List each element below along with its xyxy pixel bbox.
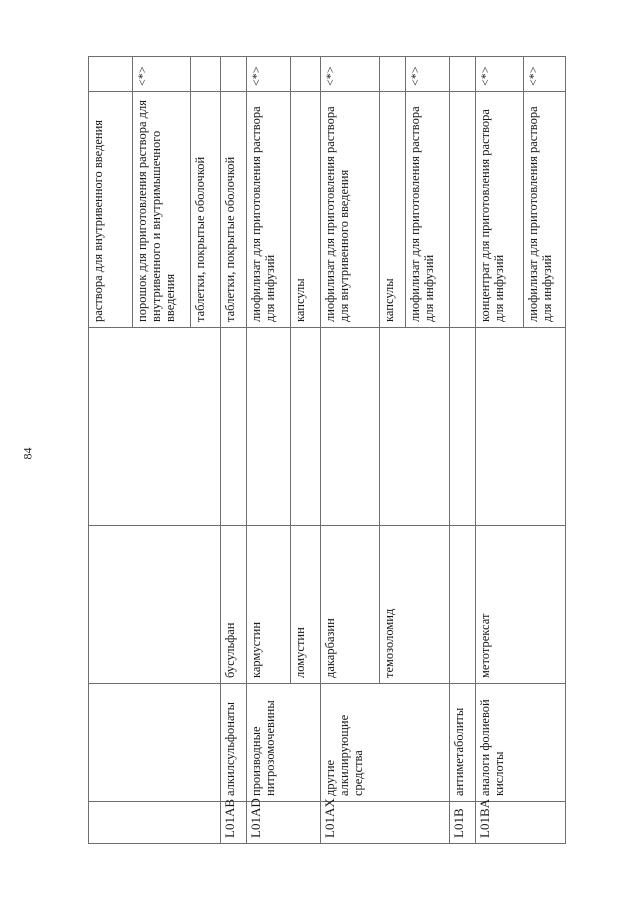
drug-cell xyxy=(449,526,475,684)
mark-cell: <*> xyxy=(321,57,379,92)
mark-cell: <*> xyxy=(133,57,191,92)
drug-cell xyxy=(247,328,291,526)
drug-cell: бусульфан xyxy=(221,526,247,684)
mark-cell xyxy=(379,57,405,92)
drug-cell xyxy=(449,328,475,526)
drug-cell: метотрексат xyxy=(475,526,565,684)
group-cell: алкилсульфонаты xyxy=(221,684,247,802)
form-cell: лиофилизат для приготовления раствора для внутривенного введения xyxy=(321,92,379,328)
form-cell: таблетки, покрытые оболочкой xyxy=(191,92,221,328)
drug-table xyxy=(88,56,566,844)
drug-cell: темозоломид xyxy=(379,526,449,684)
drug-cell: дакарбазин xyxy=(321,526,379,684)
atc-code-cell xyxy=(89,802,221,844)
group-cell: другие алкилирующие средства xyxy=(321,684,449,802)
form-cell: порошок для приготовления раствора для внутривенного и внутримышечного введения xyxy=(133,92,191,328)
group-cell xyxy=(89,684,221,802)
table-row xyxy=(449,57,475,844)
mark-cell xyxy=(221,57,247,92)
form-cell: капсулы xyxy=(291,92,321,328)
drug-cell xyxy=(89,526,221,684)
atc-code-cell: L01AX xyxy=(321,802,449,844)
table-row xyxy=(89,57,133,844)
page-number: 84 xyxy=(20,447,35,460)
drug-cell xyxy=(475,328,565,526)
table-row xyxy=(475,57,523,844)
mark-cell xyxy=(191,57,221,92)
mark-cell xyxy=(449,57,475,92)
atc-code-cell: L01B xyxy=(449,802,475,844)
form-cell: капсулы xyxy=(379,92,405,328)
mark-cell xyxy=(291,57,321,92)
mark-cell: <*> xyxy=(247,57,291,92)
atc-code-cell: L01BA xyxy=(475,802,565,844)
drug-cell xyxy=(89,328,221,526)
drug-cell: кармустин xyxy=(247,526,291,684)
group-cell: производные нитрозомочевины xyxy=(247,684,321,802)
form-cell: концентрат для приготовления раствора для инфузий xyxy=(475,92,523,328)
drug-cell xyxy=(221,328,247,526)
mark-cell: <*> xyxy=(405,57,449,92)
form-cell: лиофилизат для приготовления раствора для инфузий xyxy=(405,92,449,328)
group-cell: антиметаболиты xyxy=(449,684,475,802)
drug-cell xyxy=(379,328,449,526)
drug-cell xyxy=(291,328,321,526)
table-row xyxy=(221,57,247,844)
atc-code-cell: L01AB xyxy=(221,802,247,844)
mark-cell xyxy=(89,57,133,92)
table-row xyxy=(321,57,379,844)
form-cell: лиофилизат для приготовления раствора для инфузий xyxy=(247,92,291,328)
drug-cell xyxy=(321,328,379,526)
atc-code-cell: L01AD xyxy=(247,802,321,844)
form-cell: раствора для внутривенного введения xyxy=(89,92,133,328)
mark-cell: <*> xyxy=(523,57,565,92)
form-cell: лиофилизат для приготовления раствора для инфузий xyxy=(523,92,565,328)
form-cell: таблетки, покрытые оболочкой xyxy=(221,92,247,328)
mark-cell: <*> xyxy=(475,57,523,92)
table-row xyxy=(247,57,291,844)
group-cell: аналоги фолиевой кислоты xyxy=(475,684,565,802)
rotated-table-sheet xyxy=(88,57,566,844)
drug-cell: ломустин xyxy=(291,526,321,684)
form-cell xyxy=(449,92,475,328)
